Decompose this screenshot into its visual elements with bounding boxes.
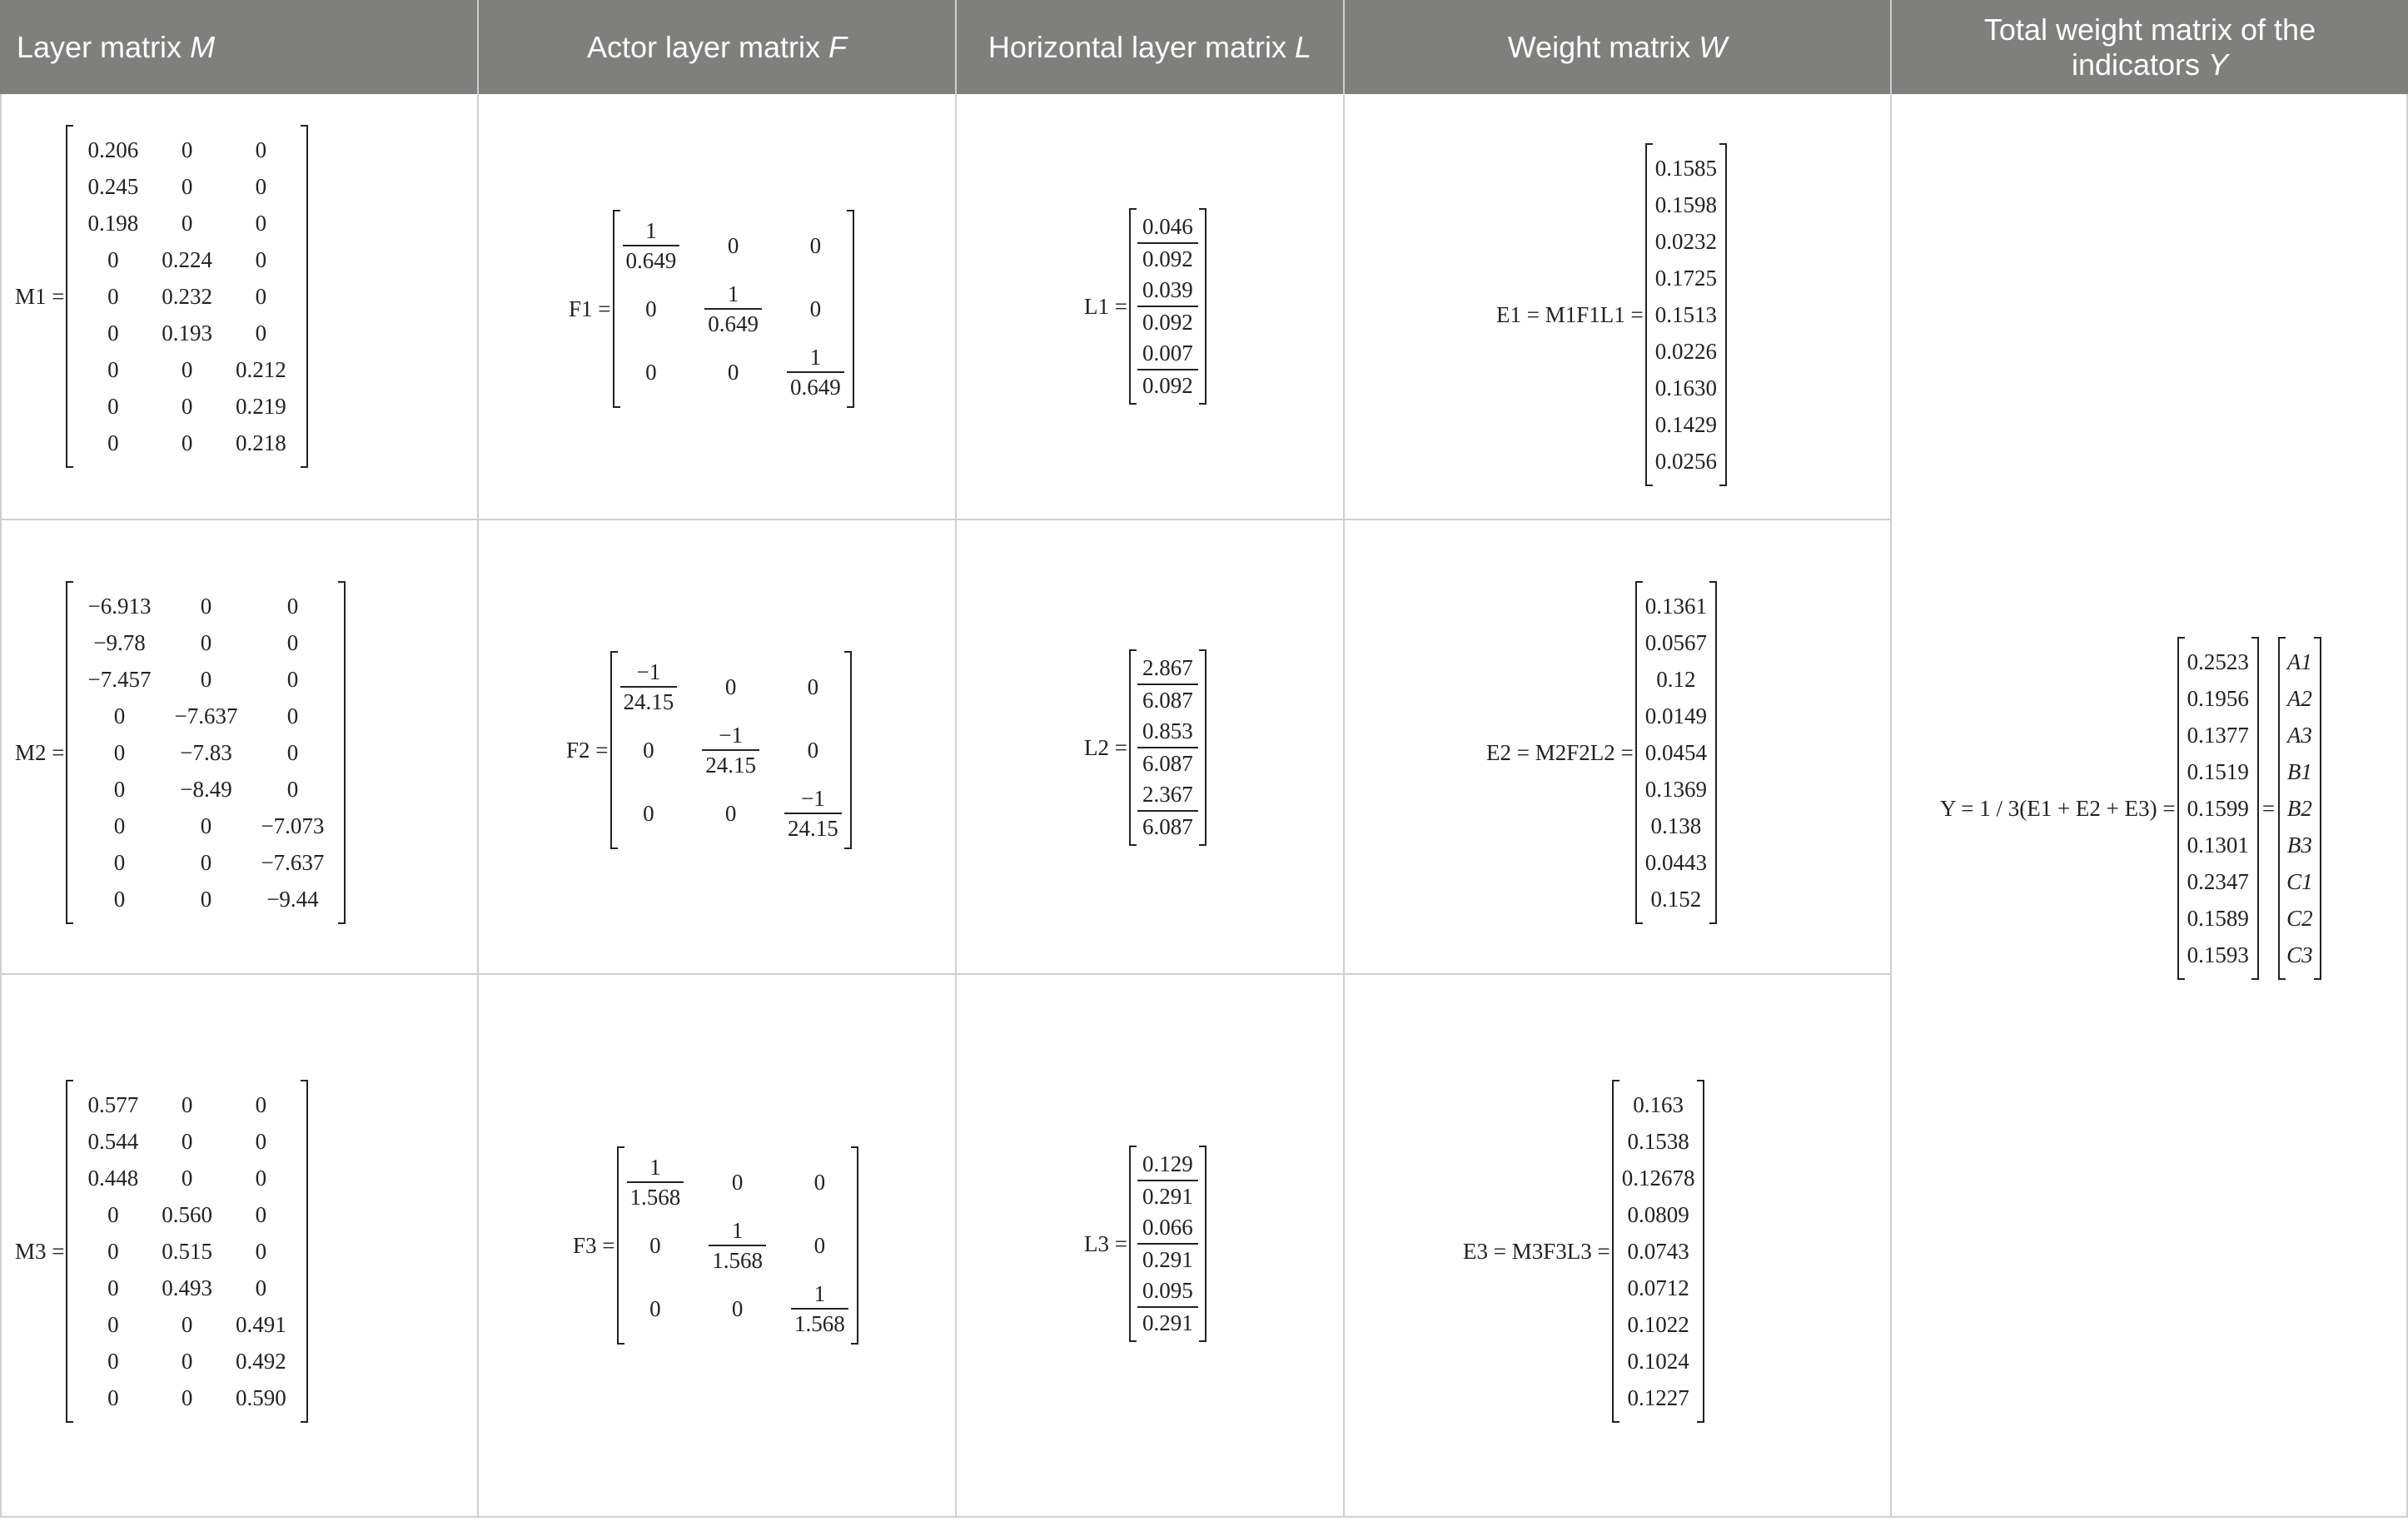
matrix-label: L2 = (1084, 734, 1127, 760)
matrix-label: L3 = (1084, 1230, 1127, 1256)
denominator: 0.092 (1137, 306, 1198, 338)
matrix-cell: 0.0743 (1627, 1239, 1689, 1264)
matrix-cells (76, 1086, 297, 1416)
header-text-line1: Total weight matrix of the (1983, 12, 2316, 47)
matrix-cell: 0 (107, 357, 119, 382)
matrix-cell: 0 (643, 737, 654, 763)
matrix-cells (76, 588, 336, 917)
matrix-cell: 0.0232 (1654, 229, 1717, 254)
matrix-cell: 0 (107, 284, 119, 309)
matrix-cell: −6.913 (87, 594, 152, 619)
header-symbol: F (828, 29, 848, 64)
matrix-label: M3 = (15, 1238, 65, 1264)
indicator-label: A2 (2286, 686, 2312, 711)
fraction (704, 280, 762, 338)
matrix-cell: 0.1956 (2187, 686, 2249, 711)
matrix-cell: 0 (200, 850, 212, 875)
matrix-cell: 0 (200, 630, 212, 655)
indicator-label: A1 (2286, 649, 2312, 674)
grid-line (477, 0, 479, 1518)
denominator: 1.568 (627, 1181, 684, 1211)
matrix-cell: 0 (255, 1129, 267, 1154)
matrix-m1 (15, 125, 308, 468)
numerator: 0.129 (1142, 1151, 1193, 1176)
matrix-cell: 0.0567 (1644, 630, 1707, 655)
equals-sign: = (2261, 795, 2276, 821)
matrix-cell: 0 (255, 211, 267, 236)
matrix-cell: 0.219 (235, 394, 286, 419)
fraction (702, 721, 759, 779)
matrix-bracket (617, 1146, 858, 1345)
matrix-cells (1655, 150, 1717, 480)
matrix-label: F3 = (573, 1232, 615, 1258)
indicator-label: C3 (2286, 942, 2313, 967)
numerator: −1 (801, 786, 825, 811)
grid-line (1343, 0, 1345, 1518)
header-actor-layer-matrix (479, 0, 955, 94)
matrix-cell: 0.1227 (1627, 1385, 1689, 1410)
matrix-cell: 0.0454 (1644, 740, 1707, 765)
indicator-label: A3 (2286, 723, 2312, 748)
matrix-cell: 0 (255, 1202, 267, 1227)
matrix-e1 (1496, 143, 1727, 486)
matrix-cell: 0 (113, 740, 126, 765)
matrix-bracket (1129, 649, 1206, 846)
matrix-cell: 0.544 (87, 1129, 139, 1154)
numerator: 0.095 (1142, 1278, 1193, 1303)
matrix-f2 (566, 651, 852, 849)
header-total-weight-matrix (1892, 0, 2408, 94)
numerator: 2.867 (1142, 655, 1193, 680)
matrix-cell: 0 (809, 232, 822, 258)
matrix-bracket (1612, 1080, 1705, 1423)
matrix-cell: 0 (286, 594, 299, 619)
grid-line (0, 519, 1890, 520)
denominator: 0.092 (1137, 242, 1198, 275)
matrix-bracket (1129, 208, 1206, 405)
matrix-cell: 0.1519 (2187, 759, 2249, 784)
matrix-cell: 0 (731, 1295, 744, 1321)
matrix-cell: 0.1593 (2187, 942, 2249, 967)
matrix-cell: 0 (255, 247, 267, 272)
numerator: 0.039 (1142, 277, 1193, 302)
matrix-label: E2 = M2F2L2 = (1486, 739, 1634, 765)
matrix-cell: 0.577 (87, 1092, 139, 1117)
matrix-cell: 0.2523 (2187, 649, 2249, 674)
denominator: 6.087 (1137, 747, 1198, 779)
indicator-bracket (2278, 637, 2321, 980)
matrix-cell: 0 (200, 887, 212, 912)
matrix-cell: 0.515 (162, 1239, 212, 1264)
matrix-cell: 0.1361 (1644, 594, 1707, 619)
matrix-bracket (66, 581, 346, 924)
matrix-cell: 0 (813, 1232, 826, 1258)
matrix-cell: 0 (255, 137, 267, 162)
matrix-cell: 0.1599 (2187, 796, 2249, 821)
matrix-cell: 0.1589 (2187, 906, 2249, 931)
matrix-f1 (569, 210, 854, 408)
matrix-bracket (1635, 581, 1717, 924)
matrix-cell: 0 (807, 737, 819, 763)
matrix-cell: 0 (113, 813, 126, 838)
indicator-label: B1 (2286, 759, 2312, 784)
fraction (787, 343, 844, 401)
grid-line (1890, 0, 1892, 1518)
matrix-cell: 0 (255, 1239, 267, 1264)
matrix-cell: −8.49 (180, 777, 232, 802)
matrix-cells (1622, 1086, 1695, 1416)
matrix-cell: 0 (107, 1312, 119, 1337)
matrix-f3 (573, 1146, 858, 1345)
matrix-cell: 0.0149 (1644, 703, 1707, 728)
denominator: 0.649 (787, 371, 844, 401)
matrix-cell: 0.138 (1650, 813, 1702, 838)
denominator: 0.092 (1137, 369, 1198, 401)
matrix-cell: 0.448 (87, 1166, 139, 1191)
matrix-cell: 0 (724, 800, 737, 826)
matrix-cell: 0.492 (235, 1349, 286, 1374)
matrix-bracket (610, 651, 852, 849)
matrix-l3 (1084, 1146, 1206, 1342)
matrix-cell: 0.0256 (1654, 449, 1717, 474)
grid-line (955, 0, 957, 1518)
denominator: 0.649 (704, 308, 762, 338)
indicator-label: B3 (2286, 833, 2312, 857)
matrix-l1 (1084, 208, 1206, 405)
denominator: 6.087 (1137, 810, 1198, 843)
matrix-cell: 0.0712 (1627, 1275, 1689, 1300)
header-symbol: Y (2208, 47, 2229, 82)
matrix-e2 (1486, 581, 1717, 924)
matrix-cell: 0.232 (162, 284, 212, 309)
matrix-cell: 0 (645, 296, 657, 321)
denominator: 24.15 (702, 749, 759, 779)
matrix-cell: 0.0443 (1644, 850, 1707, 875)
matrix-cell: 0 (286, 667, 299, 692)
matrix-cell: 0 (727, 359, 739, 385)
matrix-cell: 0.1377 (2187, 723, 2249, 748)
matrix-cell: 0 (181, 1385, 193, 1410)
matrix-cell: 0.0809 (1627, 1202, 1689, 1227)
matrix-cell: 0.198 (87, 211, 139, 236)
matrix-cells (1137, 211, 1198, 401)
denominator: 24.15 (784, 813, 842, 843)
matrix-cell: 0.590 (235, 1385, 286, 1410)
matrix-cell: 0 (181, 211, 193, 236)
matrix-label: L1 = (1084, 293, 1127, 319)
matrix-cell: −9.78 (93, 630, 146, 655)
denominator: 0.291 (1137, 1306, 1198, 1339)
numerator: 1 (809, 345, 822, 370)
matrix-cell: 0 (181, 357, 193, 382)
matrix-cell: 0.193 (162, 321, 212, 345)
numerator: 1 (731, 1218, 744, 1243)
grid-line (0, 973, 1890, 975)
matrix-cell: 0 (286, 740, 299, 765)
matrix-cell: 0.1369 (1644, 777, 1707, 802)
numerator: 1 (649, 1155, 661, 1180)
matrix-cell: 0.224 (162, 247, 212, 272)
matrix-cells (1137, 653, 1198, 843)
matrix-cell: 0 (113, 703, 126, 728)
indicator-cells (2286, 644, 2313, 973)
matrix-cell: 0.218 (235, 430, 286, 455)
matrix-cell: 0 (181, 174, 193, 199)
matrix-cell: 0 (645, 359, 657, 385)
matrix-cell: 0.0226 (1654, 339, 1717, 364)
matrix-cell: 0.560 (162, 1202, 212, 1227)
matrix-cell: 0.1022 (1627, 1312, 1689, 1337)
matrix-cells (627, 1153, 848, 1338)
matrix-cell: 0 (107, 1385, 119, 1410)
matrix-cell: 0.12678 (1621, 1166, 1695, 1191)
matrix-e3 (1463, 1080, 1704, 1423)
matrix-cell: −7.637 (261, 850, 325, 875)
numerator: 0.066 (1142, 1215, 1193, 1240)
matrix-cell: 0.1630 (1654, 375, 1717, 400)
matrix-cell: 0 (255, 1275, 267, 1300)
matrix-cell: 0 (107, 1202, 119, 1227)
matrix-cell: 0 (255, 321, 267, 345)
matrix-cell: 0 (813, 1169, 826, 1195)
numerator: 0.007 (1142, 340, 1193, 365)
matrix-cell: 0.493 (162, 1275, 212, 1300)
matrix-cell: 0 (107, 394, 119, 419)
matrix-cell: 0.1725 (1654, 266, 1717, 291)
matrix-cell: −9.44 (266, 887, 319, 912)
indicator-label: C1 (2286, 869, 2313, 894)
matrix-label: F1 = (569, 296, 611, 321)
matrix-cells (623, 216, 844, 401)
matrix-label: M1 = (15, 283, 65, 309)
matrix-cell: 0.1538 (1627, 1129, 1689, 1154)
matrix-cell: 0 (181, 1349, 193, 1374)
matrix-cell: 0 (181, 1312, 193, 1337)
numerator: 1 (727, 281, 739, 306)
matrix-cell: 0.1429 (1654, 412, 1717, 437)
matrix-l2 (1084, 649, 1206, 846)
matrix-cell: 0 (113, 850, 126, 875)
matrix-m3 (15, 1080, 308, 1423)
matrix-cells (620, 658, 842, 843)
matrix-cell: 0.152 (1650, 887, 1702, 912)
denominator: 0.291 (1137, 1243, 1198, 1275)
matrix-cell: 0 (181, 394, 193, 419)
matrix-cell: 0.245 (87, 174, 139, 199)
matrix-cell: 0.1513 (1654, 302, 1717, 327)
matrix-bracket (66, 1080, 307, 1423)
numerator: 1 (645, 218, 657, 243)
numerator: 1 (813, 1281, 826, 1306)
header-symbol: M (190, 29, 216, 64)
matrix-cell: −7.457 (87, 667, 152, 692)
matrix-cell: 0 (107, 247, 119, 272)
header-text: Weight matrix (1507, 29, 1699, 64)
matrix-cell: 0 (649, 1295, 661, 1321)
matrix-cell: 0 (807, 674, 819, 699)
matrix-cells (1137, 1149, 1198, 1339)
matrix-cell: 0 (255, 284, 267, 309)
matrix-cell: 0.12 (1656, 667, 1696, 692)
matrix-cell: 0.1301 (2187, 833, 2249, 857)
matrix-cell: −7.073 (261, 813, 325, 838)
header-text-line2: indicators (2071, 47, 2209, 82)
matrix-cell: 0 (181, 1092, 193, 1117)
header-text: Horizontal layer matrix (988, 29, 1296, 64)
matrix-label: M2 = (15, 739, 65, 765)
matrix-cell: 0 (181, 1129, 193, 1154)
fraction (620, 658, 678, 716)
matrix-cell: 0 (649, 1232, 661, 1258)
matrix-bracket (66, 125, 307, 468)
matrix-cell: 0 (286, 703, 299, 728)
matrix-cell: 0 (113, 887, 126, 912)
matrix-cell: 0 (181, 137, 193, 162)
matrix-cells (2187, 644, 2249, 973)
matrix-cell: −7.83 (180, 740, 232, 765)
matrix-cell: 0.491 (235, 1312, 286, 1337)
matrix-cell: −7.637 (174, 703, 238, 728)
matrix-cell: 0 (107, 430, 119, 455)
matrix-cell: 0 (643, 800, 654, 826)
matrix-cell: 0 (200, 813, 212, 838)
matrix-cells (76, 132, 297, 461)
matrix-cell: 0 (107, 321, 119, 345)
grid-line (0, 1516, 2408, 1518)
header-text: Layer matrix (17, 29, 191, 64)
numerator: −1 (719, 723, 743, 748)
fraction (709, 1216, 766, 1275)
indicator-label: C2 (2286, 906, 2313, 931)
matrix-cell: 0.212 (235, 357, 286, 382)
fraction (623, 216, 680, 275)
matrix-cell: 0 (724, 674, 737, 699)
matrix-m2 (15, 581, 346, 924)
header-horizontal-layer-matrix (957, 0, 1343, 94)
matrix-cell: 0.163 (1633, 1092, 1684, 1117)
denominator: 1.568 (791, 1308, 848, 1338)
matrix-cell: 0.1585 (1654, 156, 1717, 181)
matrix-cell: 0 (731, 1169, 744, 1195)
numerator: −1 (636, 659, 661, 684)
matrix-bracket (1129, 1146, 1206, 1342)
matrix-cell: 0 (200, 667, 212, 692)
header-symbol: L (1295, 29, 1312, 64)
fraction (784, 784, 842, 843)
matrix-cell: 0 (113, 777, 126, 802)
indicator-label: B2 (2286, 796, 2312, 821)
matrix-cell: 0 (107, 1275, 119, 1300)
matrix-cell: 0 (181, 430, 193, 455)
header-symbol: W (1699, 29, 1728, 64)
matrix-cell: 0 (181, 1166, 193, 1191)
denominator: 0.649 (623, 245, 680, 275)
denominator: 0.291 (1137, 1180, 1198, 1212)
matrix-y-total (1940, 637, 2321, 980)
matrix-cell: 0 (727, 232, 739, 258)
denominator: 6.087 (1137, 683, 1198, 716)
matrix-cell: 0 (255, 1092, 267, 1117)
numerator: 0.853 (1142, 718, 1193, 743)
matrix-label: E1 = M1F1L1 = (1496, 301, 1644, 327)
numerator: 0.046 (1142, 214, 1193, 239)
matrix-cell: 0 (809, 296, 822, 321)
matrix-cell: 0 (200, 594, 212, 619)
denominator: 1.568 (709, 1245, 766, 1275)
matrix-cell: 0 (286, 630, 299, 655)
matrix-cell: 0.1024 (1627, 1349, 1689, 1374)
grid-line (0, 94, 2, 1518)
header-text: Actor layer matrix (586, 29, 829, 64)
matrix-cell: 0 (107, 1239, 119, 1264)
matrix-label: F2 = (566, 737, 609, 763)
matrix-bracket (613, 210, 854, 408)
matrix-label: Y = 1 / 3(E1 + E2 + E3) = (1940, 795, 2176, 821)
numerator: 2.367 (1142, 782, 1193, 807)
matrix-bracket (1645, 143, 1727, 486)
matrix-cell: 0.1598 (1654, 192, 1717, 217)
matrix-bracket (2177, 637, 2259, 980)
fraction (791, 1280, 848, 1338)
header-layer-matrix (0, 0, 477, 94)
matrix-cell: 0 (255, 1166, 267, 1191)
denominator: 24.15 (620, 686, 678, 716)
matrix-cell: 0 (255, 174, 267, 199)
matrix-label: E3 = M3F3L3 = (1463, 1238, 1610, 1264)
matrix-cell: 0 (107, 1349, 119, 1374)
fraction (627, 1153, 684, 1211)
matrix-cell: 0.206 (87, 137, 139, 162)
matrix-cells (1645, 588, 1707, 917)
header-weight-matrix (1345, 0, 1890, 94)
matrix-cell: 0 (286, 777, 299, 802)
matrix-cell: 0.2347 (2187, 869, 2249, 894)
